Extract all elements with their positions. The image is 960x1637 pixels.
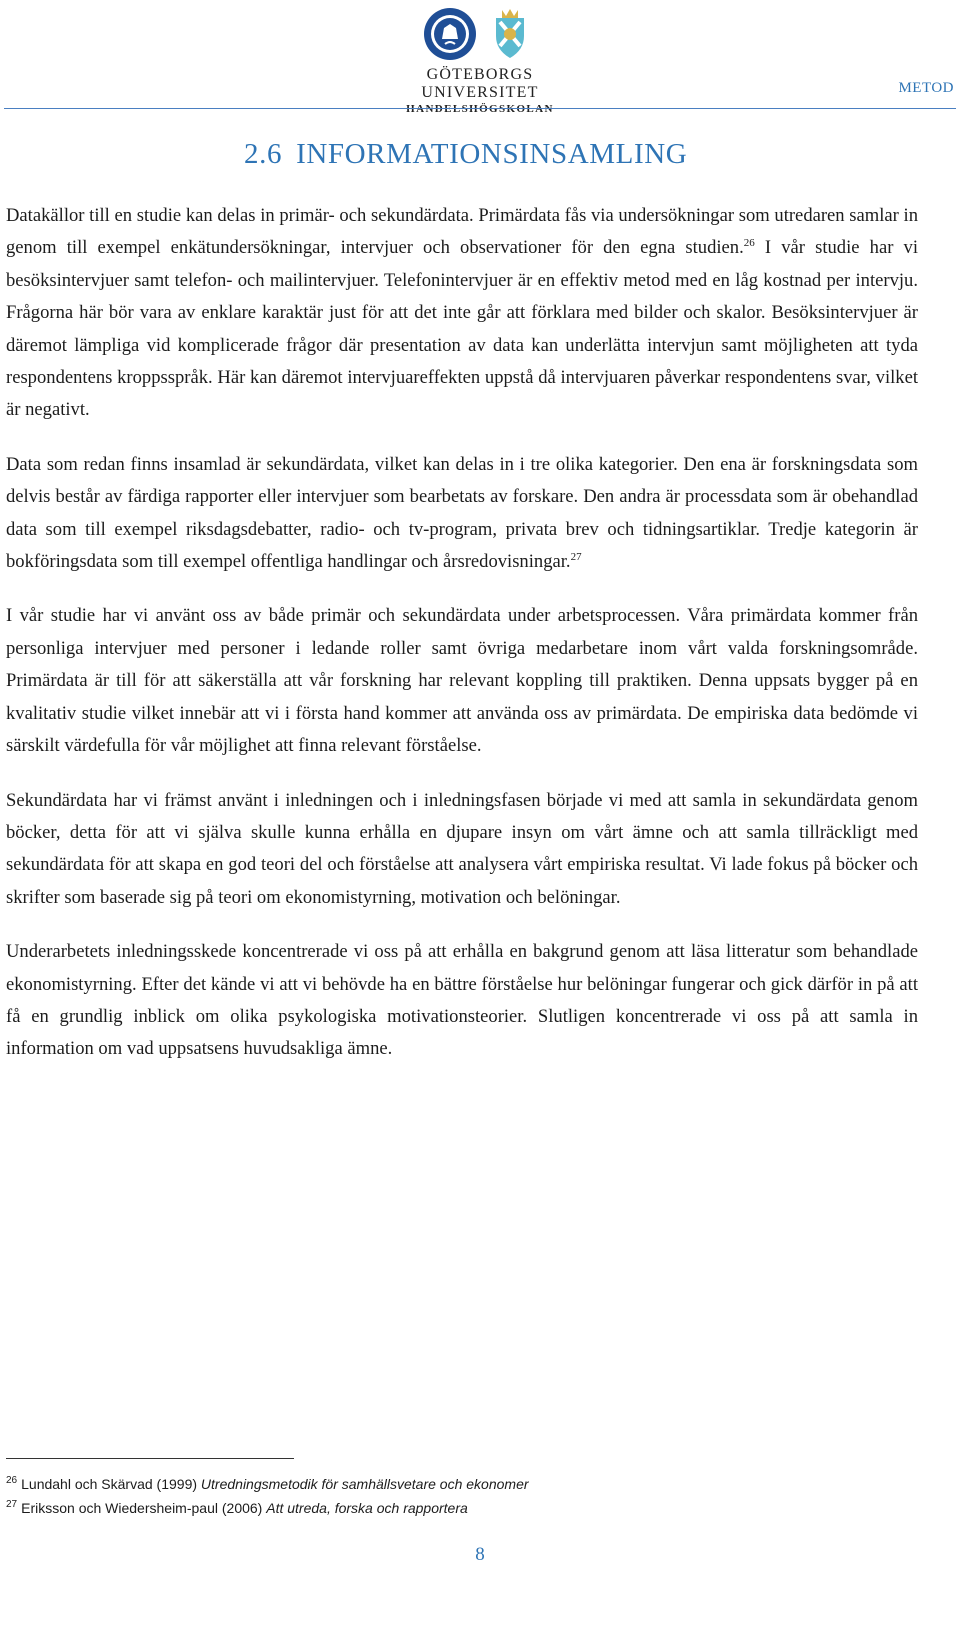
paragraph-text: Datakällor till en studie kan delas in primär- och sekundärdata. Primärdata fås via undersökningar som utredaren samlar in genom till exempel enkätundersökningar, intervjuer och observationer för den egna studien. — [6, 205, 918, 259]
university-name: GÖTEBORGS UNIVERSITET — [421, 66, 539, 101]
university-seal-icon — [422, 6, 478, 62]
footnote — [6, 1472, 906, 1496]
section-heading — [244, 138, 687, 171]
school-crest-icon — [482, 6, 538, 62]
footnote-divider — [6, 1458, 294, 1459]
footnotes — [6, 1472, 906, 1520]
paragraph: Underarbetets inledningsskede koncentrerade vi oss på att erhålla en bakgrund genom att läsa litteratur som behandlade ekonomistyrning. Efter det kände vi att vi behövde ha en bättre förståelse hur belöningar fungerar och gick därför in på att få en grundlig inblick om olika psykologiska motivationsteorier. Slutligen koncentrerade vi oss på att samla in information om vad uppsatsens huvudsakliga ämne. — [6, 941, 918, 1060]
footnote-authors: Lundahl och Skärvad (1999) — [21, 1476, 201, 1492]
footnote-title: Att utreda, forska och rapportera — [266, 1500, 468, 1516]
footnote — [6, 1496, 906, 1520]
university-logo — [372, 6, 588, 116]
paragraph-text: Data som redan finns insamlad är sekundärdata, vilket kan delas in i tre olika kategorier. Den ena är forskningsdata som delvis består av färdiga rapporter eller intervjuer som bearbetats av forskare. Den andra är processdata som är obehandlad data som till exempel riksdagsdebatter, radio- och tv-program, privata brev och tidningsartiklar. Tredje kategorin är bokföringsdata som till exempel offentliga handlingar och årsredovisningar. — [6, 453, 918, 573]
paragraph-text: I vår studie har vi besöksintervjuer samt telefon- och mailintervjuer. Telefonintervjuer är en effektiv metod med en låg kostnad per intervju. Frågorna här bör vara av enklare karaktär just för att det inte går att förklara med bilder och skalor. Besöksintervjuer är däremot lämpliga vid komplicerade frågor där presentation av data kan underlätta intervjun samt möjligheten att tyda respondentens kroppsspråk. Här kan däremot intervjuareffekten uppstå då intervjuaren påverkar respondentens svar, vilket är negativt. — [6, 237, 918, 421]
section-label: METOD — [898, 80, 954, 96]
body-text — [6, 200, 918, 1088]
page-header — [0, 0, 960, 120]
section-title: INFORMATIONSINSAMLING — [296, 138, 688, 170]
header-divider — [4, 108, 956, 109]
footnote-number: 27 — [6, 1499, 18, 1511]
footnote-title: Utredningsmetodik för samhällsvetare och ekonomer — [200, 1476, 529, 1492]
paragraph — [6, 449, 918, 579]
footnote-authors: Eriksson och Wiedersheim-paul (2006) — [21, 1500, 267, 1516]
footnote-ref[interactable]: 27 — [570, 550, 582, 563]
footnote-number: 26 — [6, 1475, 18, 1487]
section-number: 2.6 — [244, 138, 283, 170]
school-name: HANDELSHÖGSKOLAN — [406, 103, 554, 115]
university-seals — [372, 6, 588, 64]
page-number: 8 — [475, 1544, 485, 1565]
paragraph — [6, 200, 918, 427]
paragraph: I vår studie har vi använt oss av både primär och sekundärdata under arbetsprocessen. Våra primärdata kommer från personliga intervjuer med personer i ledande roller samt övriga medarbetare inom vårt valda forskningsområde. Primärdata är till för att säkerställa att vår forskning har relevant koppling till praktiken. Denna uppsats bygger på en kvalitativ studie vilket innebär att vi i första hand kommer att använda oss av primärdata. De empiriska data bedömde vi särskilt värdefulla för vår möjlighet att finna relevant förståelse. — [6, 605, 918, 757]
paragraph: Sekundärdata har vi främst använt i inledningen och i inledningsfasen började vi med att samla in sekundärdata genom böcker, detta för att vi själva skulle kunna erhålla en djupare insyn om vårt ämne och att samla tillräckligt med sekundärdata för att skapa en god teori del och förståelse att analysera vårt empiriska resultat. Vi lade fokus på böcker och skrifter som baserade sig på teori om ekonomistyrning, motivation och belöningar. — [6, 789, 918, 908]
footnote-ref[interactable]: 26 — [743, 237, 755, 250]
